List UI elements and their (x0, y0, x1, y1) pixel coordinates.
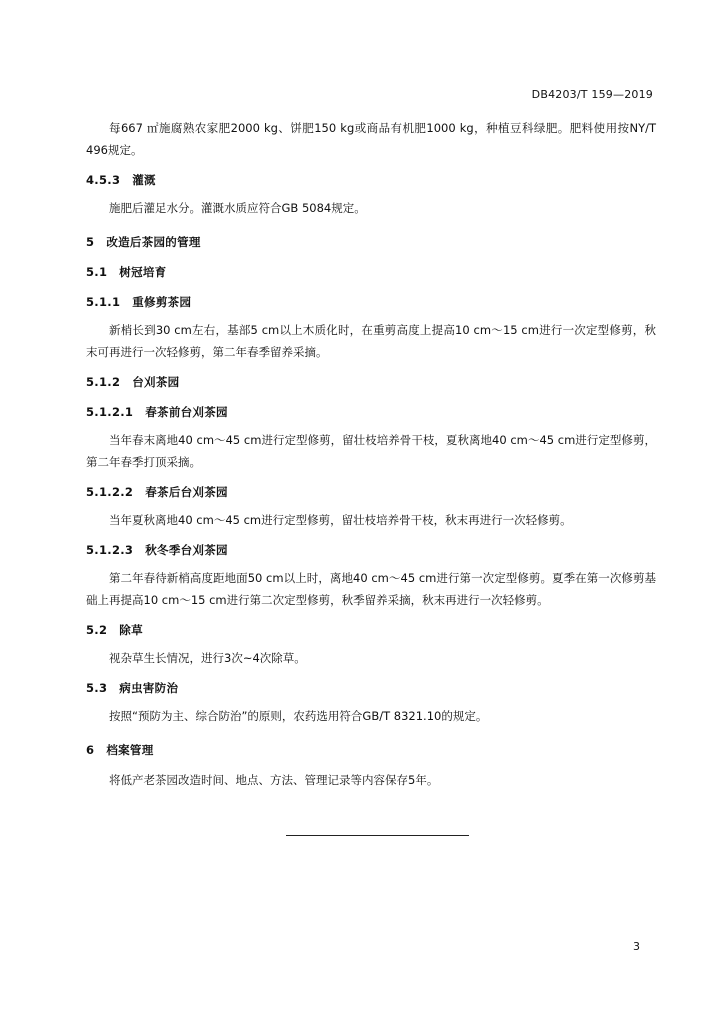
heading-number: 5.1.2.1 (86, 405, 134, 419)
heading-number: 5.3 (86, 681, 108, 695)
heading-5-1-2-2 (86, 481, 656, 503)
heading-number: 5.2 (86, 623, 108, 637)
heading-4-5-3 (86, 169, 656, 191)
paragraph-spring-after: 当年夏秋离地40 cm～45 cm进行定型修剪，留壮枝培养骨干枝，秋末再进行一次轻修剪。 (109, 513, 572, 527)
heading-number: 5 (86, 235, 95, 249)
paragraph-heavy-prune: 新梢长到30 cm左右，基部5 cm以上木质化时，在重剪高度上提高10 cm～15 cm进行一次定型修剪，秋末可再进行一次轻修剪，第二年春季留养采摘。 (86, 323, 656, 359)
heading-title: 春茶后台刈茶园 (145, 485, 228, 499)
page-number: 3 (633, 940, 640, 953)
paragraph-weeding: 视杂草生长情况，进行3次~4次除草。 (109, 651, 306, 665)
heading-title: 除草 (119, 623, 143, 637)
paragraph-spring-before: 当年春末离地40 cm～45 cm进行定型修剪，留壮枝培养骨干枝，夏秋离地40 cm～45 cm进行定型修剪，第二年春季打顶采摘。 (86, 433, 656, 469)
heading-number: 6 (86, 743, 95, 757)
document-body (86, 117, 656, 797)
heading-5-1-1 (86, 291, 656, 313)
document-code: DB4203/T 159—2019 (531, 88, 653, 101)
heading-6 (86, 739, 656, 761)
heading-number: 5.1.2.3 (86, 543, 134, 557)
heading-5-1 (86, 261, 656, 283)
paragraph-pest: 按照“预防为主、综合防治”的原则，农药选用符合GB/T 8321.10的规定。 (109, 709, 488, 723)
heading-title: 树冠培育 (119, 265, 167, 279)
heading-number: 5.1 (86, 265, 108, 279)
heading-number: 4.5.3 (86, 173, 121, 187)
heading-5 (86, 231, 656, 253)
heading-5-1-2-1 (86, 401, 656, 423)
heading-number: 5.1.2.2 (86, 485, 134, 499)
heading-title: 春茶前台刈茶园 (145, 405, 228, 419)
end-of-document-line (286, 835, 469, 836)
heading-title: 档案管理 (106, 743, 154, 757)
heading-title: 灌溉 (132, 173, 156, 187)
heading-title: 台刈茶园 (132, 375, 180, 389)
heading-title: 重修剪茶园 (132, 295, 192, 309)
paragraph-archive: 将低产老茶园改造时间、地点、方法、管理记录等内容保存5年。 (109, 773, 439, 787)
heading-5-3 (86, 677, 656, 699)
heading-5-2 (86, 619, 656, 641)
heading-5-1-2-3 (86, 539, 656, 561)
heading-number: 5.1.2 (86, 375, 121, 389)
heading-5-1-2 (86, 371, 656, 393)
paragraph-autumn-winter: 第二年春待新梢高度距地面50 cm以上时，离地40 cm～45 cm进行第一次定型修剪。夏季在第一次修剪基础上再提高10 cm～15 cm进行第二次定型修剪，秋季留养采摘，秋末再进行一次轻修剪。 (86, 571, 656, 607)
heading-title: 病虫害防治 (119, 681, 179, 695)
heading-number: 5.1.1 (86, 295, 121, 309)
heading-title: 改造后茶园的管理 (106, 235, 201, 249)
paragraph-irrigation: 施肥后灌足水分。灌溉水质应符合GB 5084规定。 (109, 201, 366, 215)
heading-title: 秋冬季台刈茶园 (145, 543, 228, 557)
paragraph-fertilizer: 每667 ㎡施腐熟农家肥2000 kg、饼肥150 kg或商品有机肥1000 kg，种植豆科绿肥。肥料使用按NY/T 496规定。 (86, 121, 656, 157)
